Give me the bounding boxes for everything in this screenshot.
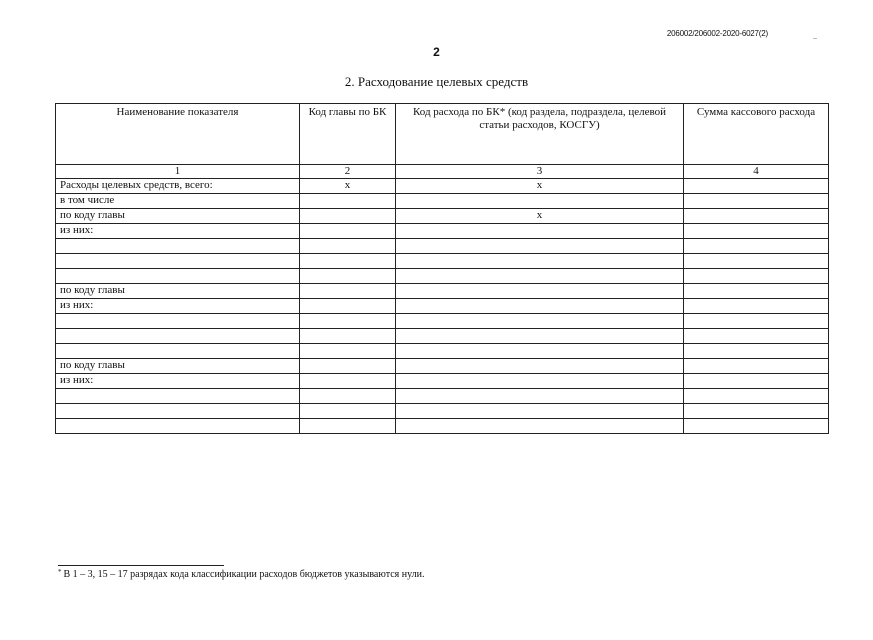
cell-expense-code bbox=[396, 194, 684, 209]
cell-indicator-name bbox=[56, 389, 300, 404]
expenditure-table bbox=[55, 103, 829, 434]
cell-indicator-name bbox=[56, 314, 300, 329]
cell-expense-code bbox=[396, 389, 684, 404]
header-chapter-code: Код главы по БК bbox=[300, 104, 396, 165]
cell-expense-code bbox=[396, 344, 684, 359]
cell-expense-code bbox=[396, 419, 684, 434]
cell-chapter-code bbox=[300, 359, 396, 374]
cell-indicator-name bbox=[56, 344, 300, 359]
cell-chapter-code bbox=[300, 389, 396, 404]
cell-chapter-code bbox=[300, 374, 396, 389]
cell-expense-code bbox=[396, 359, 684, 374]
table-row bbox=[56, 224, 829, 239]
cell-cash-expense-sum bbox=[684, 284, 829, 299]
table-row bbox=[56, 389, 829, 404]
cell-cash-expense-sum bbox=[684, 239, 829, 254]
cell-indicator-name: из них: bbox=[56, 299, 300, 314]
table-row bbox=[56, 329, 829, 344]
cell-chapter-code bbox=[300, 299, 396, 314]
cell-chapter-code bbox=[300, 269, 396, 284]
table-row bbox=[56, 239, 829, 254]
cell-cash-expense-sum bbox=[684, 224, 829, 239]
cell-indicator-name: по коду главы bbox=[56, 284, 300, 299]
cell-chapter-code bbox=[300, 284, 396, 299]
footnote-text: В 1 – 3, 15 – 17 разрядах кода классификации расходов бюджетов указываются нули. bbox=[63, 569, 425, 580]
cell-chapter-code bbox=[300, 209, 396, 224]
cell-cash-expense-sum bbox=[684, 179, 829, 194]
column-number: 4 bbox=[684, 165, 829, 179]
cell-chapter-code bbox=[300, 194, 396, 209]
cell-expense-code bbox=[396, 284, 684, 299]
header-indicator-name: Наименование показателя bbox=[56, 104, 300, 165]
table-row bbox=[56, 314, 829, 329]
cell-cash-expense-sum bbox=[684, 404, 829, 419]
cell-cash-expense-sum bbox=[684, 194, 829, 209]
cell-expense-code bbox=[396, 329, 684, 344]
table-row bbox=[56, 344, 829, 359]
cell-indicator-name: в том числе bbox=[56, 194, 300, 209]
scan-mark bbox=[813, 38, 817, 39]
cell-expense-code bbox=[396, 314, 684, 329]
cell-expense-code bbox=[396, 374, 684, 389]
cell-indicator-name bbox=[56, 269, 300, 284]
cell-indicator-name: по коду главы bbox=[56, 359, 300, 374]
footnote-separator bbox=[58, 565, 224, 566]
table-row bbox=[56, 419, 829, 434]
table-row bbox=[56, 254, 829, 269]
header-expense-code: Код расхода по БК* (код раздела, подраздела, целевой статьи расходов, КОСГУ) bbox=[396, 104, 684, 165]
cell-expense-code bbox=[396, 299, 684, 314]
cell-cash-expense-sum bbox=[684, 389, 829, 404]
cell-chapter-code bbox=[300, 344, 396, 359]
cell-chapter-code bbox=[300, 224, 396, 239]
cell-cash-expense-sum bbox=[684, 299, 829, 314]
cell-chapter-code bbox=[300, 419, 396, 434]
table-row bbox=[56, 269, 829, 284]
cell-expense-code: х bbox=[396, 179, 684, 194]
document-id: 206002/206002-2020-6027(2) bbox=[666, 29, 768, 38]
cell-indicator-name bbox=[56, 254, 300, 269]
column-number: 1 bbox=[56, 165, 300, 179]
cell-chapter-code bbox=[300, 254, 396, 269]
cell-cash-expense-sum bbox=[684, 374, 829, 389]
cell-indicator-name: по коду главы bbox=[56, 209, 300, 224]
cell-indicator-name bbox=[56, 329, 300, 344]
cell-cash-expense-sum bbox=[684, 269, 829, 284]
header-cash-expense-sum: Сумма кассового расхода bbox=[684, 104, 829, 165]
footnote bbox=[58, 568, 758, 581]
table-row bbox=[56, 374, 829, 389]
cell-expense-code bbox=[396, 269, 684, 284]
cell-indicator-name bbox=[56, 239, 300, 254]
cell-expense-code bbox=[396, 254, 684, 269]
cell-expense-code: х bbox=[396, 209, 684, 224]
page-number: 2 bbox=[433, 45, 440, 59]
cell-cash-expense-sum bbox=[684, 344, 829, 359]
table-row bbox=[56, 404, 829, 419]
cell-indicator-name bbox=[56, 419, 300, 434]
cell-chapter-code bbox=[300, 239, 396, 254]
cell-chapter-code bbox=[300, 314, 396, 329]
cell-cash-expense-sum bbox=[684, 209, 829, 224]
cell-indicator-name: из них: bbox=[56, 374, 300, 389]
section-title: 2. Расходование целевых средств bbox=[344, 74, 529, 89]
cell-cash-expense-sum bbox=[684, 254, 829, 269]
column-number: 2 bbox=[300, 165, 396, 179]
cell-expense-code bbox=[396, 404, 684, 419]
cell-cash-expense-sum bbox=[684, 329, 829, 344]
column-number-row bbox=[56, 165, 829, 179]
cell-chapter-code bbox=[300, 404, 396, 419]
table-row bbox=[56, 209, 829, 224]
cell-chapter-code bbox=[300, 329, 396, 344]
cell-cash-expense-sum bbox=[684, 359, 829, 374]
table-row bbox=[56, 299, 829, 314]
table-row bbox=[56, 359, 829, 374]
cell-indicator-name: Расходы целевых средств, всего: bbox=[56, 179, 300, 194]
cell-indicator-name bbox=[56, 404, 300, 419]
cell-indicator-name: из них: bbox=[56, 224, 300, 239]
column-number: 3 bbox=[396, 165, 684, 179]
cell-cash-expense-sum bbox=[684, 314, 829, 329]
cell-expense-code bbox=[396, 239, 684, 254]
table-row bbox=[56, 284, 829, 299]
cell-expense-code bbox=[396, 224, 684, 239]
table-header-row bbox=[56, 104, 829, 165]
table-row bbox=[56, 194, 829, 209]
cell-cash-expense-sum bbox=[684, 419, 829, 434]
cell-chapter-code: х bbox=[300, 179, 396, 194]
footnote-mark: * bbox=[58, 568, 62, 576]
table-row bbox=[56, 179, 829, 194]
